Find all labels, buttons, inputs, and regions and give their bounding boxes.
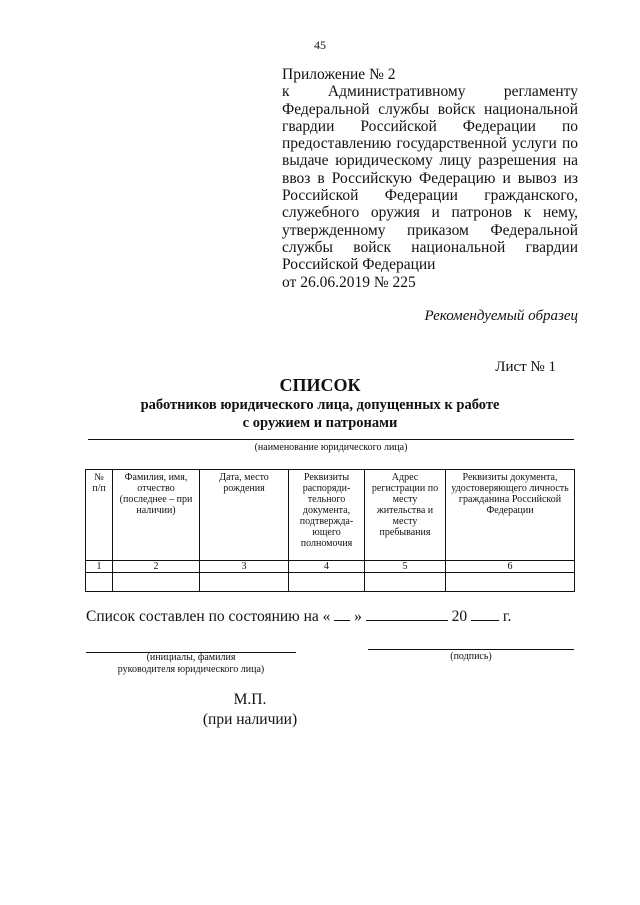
subtitle-line-2: с оружием и патронами xyxy=(242,415,398,431)
signature-caption: (подпись) xyxy=(450,651,492,662)
head-name-caption xyxy=(86,652,296,676)
organization-name-caption: (наименование юридического лица) xyxy=(254,442,408,453)
column-number: 5 xyxy=(365,561,446,573)
signature-field[interactable] xyxy=(368,649,574,650)
as-of-prefix: Список составлен по состоянию на « xyxy=(86,608,331,625)
appendix-line: Российской Федерации гражданского, xyxy=(282,187,578,205)
document-subtitle xyxy=(0,396,640,432)
appendix-line: предоставлению государственной услуги по xyxy=(282,135,578,153)
appendix-line: гвардии Российской Федерации по xyxy=(282,117,578,135)
column-number: 1 xyxy=(86,561,113,573)
column-number: 4 xyxy=(289,561,365,573)
column-number: 2 xyxy=(113,561,200,573)
column-number-row xyxy=(86,561,575,573)
as-of-year-field[interactable] xyxy=(471,608,499,621)
table-header-row xyxy=(86,470,575,561)
stamp-note: (при наличии) xyxy=(202,711,298,728)
stamp-label: М.П. xyxy=(233,691,267,708)
appendix-line: к Административному регламенту xyxy=(282,83,578,101)
as-of-month-field[interactable] xyxy=(366,608,448,621)
column-header-identity-document: Реквизиты документа, удостоверяющего личность гражданина Российской Федерации xyxy=(446,470,575,561)
table-cell[interactable] xyxy=(200,573,289,592)
recommended-sample-label: Рекомендуемый образец xyxy=(424,308,578,324)
appendix-line: утвержденному приказом Федеральной xyxy=(282,221,578,239)
column-header-authority-document: Реквизиты распоряди-тельного документа, подтвержда-ющего полномочия xyxy=(289,470,365,561)
column-header-address: Адрес регистрации по месту жительства и месту пребывания xyxy=(365,470,446,561)
organization-name-field[interactable] xyxy=(88,439,574,440)
appendix-reference-block xyxy=(282,66,578,291)
table-cell[interactable] xyxy=(365,573,446,592)
sheet-number: Лист № 1 xyxy=(495,359,556,375)
column-number: 6 xyxy=(446,561,575,573)
document-title: СПИСОК xyxy=(279,375,361,395)
subtitle-line-1: работников юридического лица, допущенных к работе xyxy=(140,397,500,413)
staff-table xyxy=(85,469,575,592)
appendix-line: службы войск национальной гвардии xyxy=(282,238,578,256)
as-of-day-field[interactable] xyxy=(334,608,350,621)
table-cell[interactable] xyxy=(289,573,365,592)
appendix-line: Российской Федерации xyxy=(282,256,436,274)
head-name-caption-line-2: руководителя юридического лица) xyxy=(117,664,265,675)
head-name-caption-line-1: (инициалы, фамилия xyxy=(146,652,236,663)
column-number: 3 xyxy=(200,561,289,573)
page-number: 45 xyxy=(314,38,326,52)
as-of-date-line xyxy=(86,608,511,626)
as-of-year-suffix: г. xyxy=(502,608,512,625)
appendix-line: Приложение № 2 xyxy=(282,66,396,83)
appendix-line: от 26.06.2019 № 225 xyxy=(282,273,416,291)
as-of-day-separator: » xyxy=(354,608,362,625)
table-cell[interactable] xyxy=(113,573,200,592)
appendix-line: выдаче юридическому лицу разрешения на xyxy=(282,152,578,170)
column-header-birth: Дата, место рождения xyxy=(200,470,289,561)
stamp-place xyxy=(150,690,350,730)
as-of-year-prefix: 20 xyxy=(451,608,468,625)
table-cell[interactable] xyxy=(86,573,113,592)
table-row xyxy=(86,573,575,592)
column-header-full-name: Фамилия, имя, отчество (последнее – при наличии) xyxy=(113,470,200,561)
table-cell[interactable] xyxy=(446,573,575,592)
appendix-line: служебного оружия и патронов к нему, xyxy=(282,204,578,222)
column-header-number: № п/п xyxy=(86,470,113,561)
appendix-line: ввоз в Российскую Федерацию и вывоз из xyxy=(282,169,578,187)
appendix-line: Федеральной службы войск национальной xyxy=(282,100,578,118)
